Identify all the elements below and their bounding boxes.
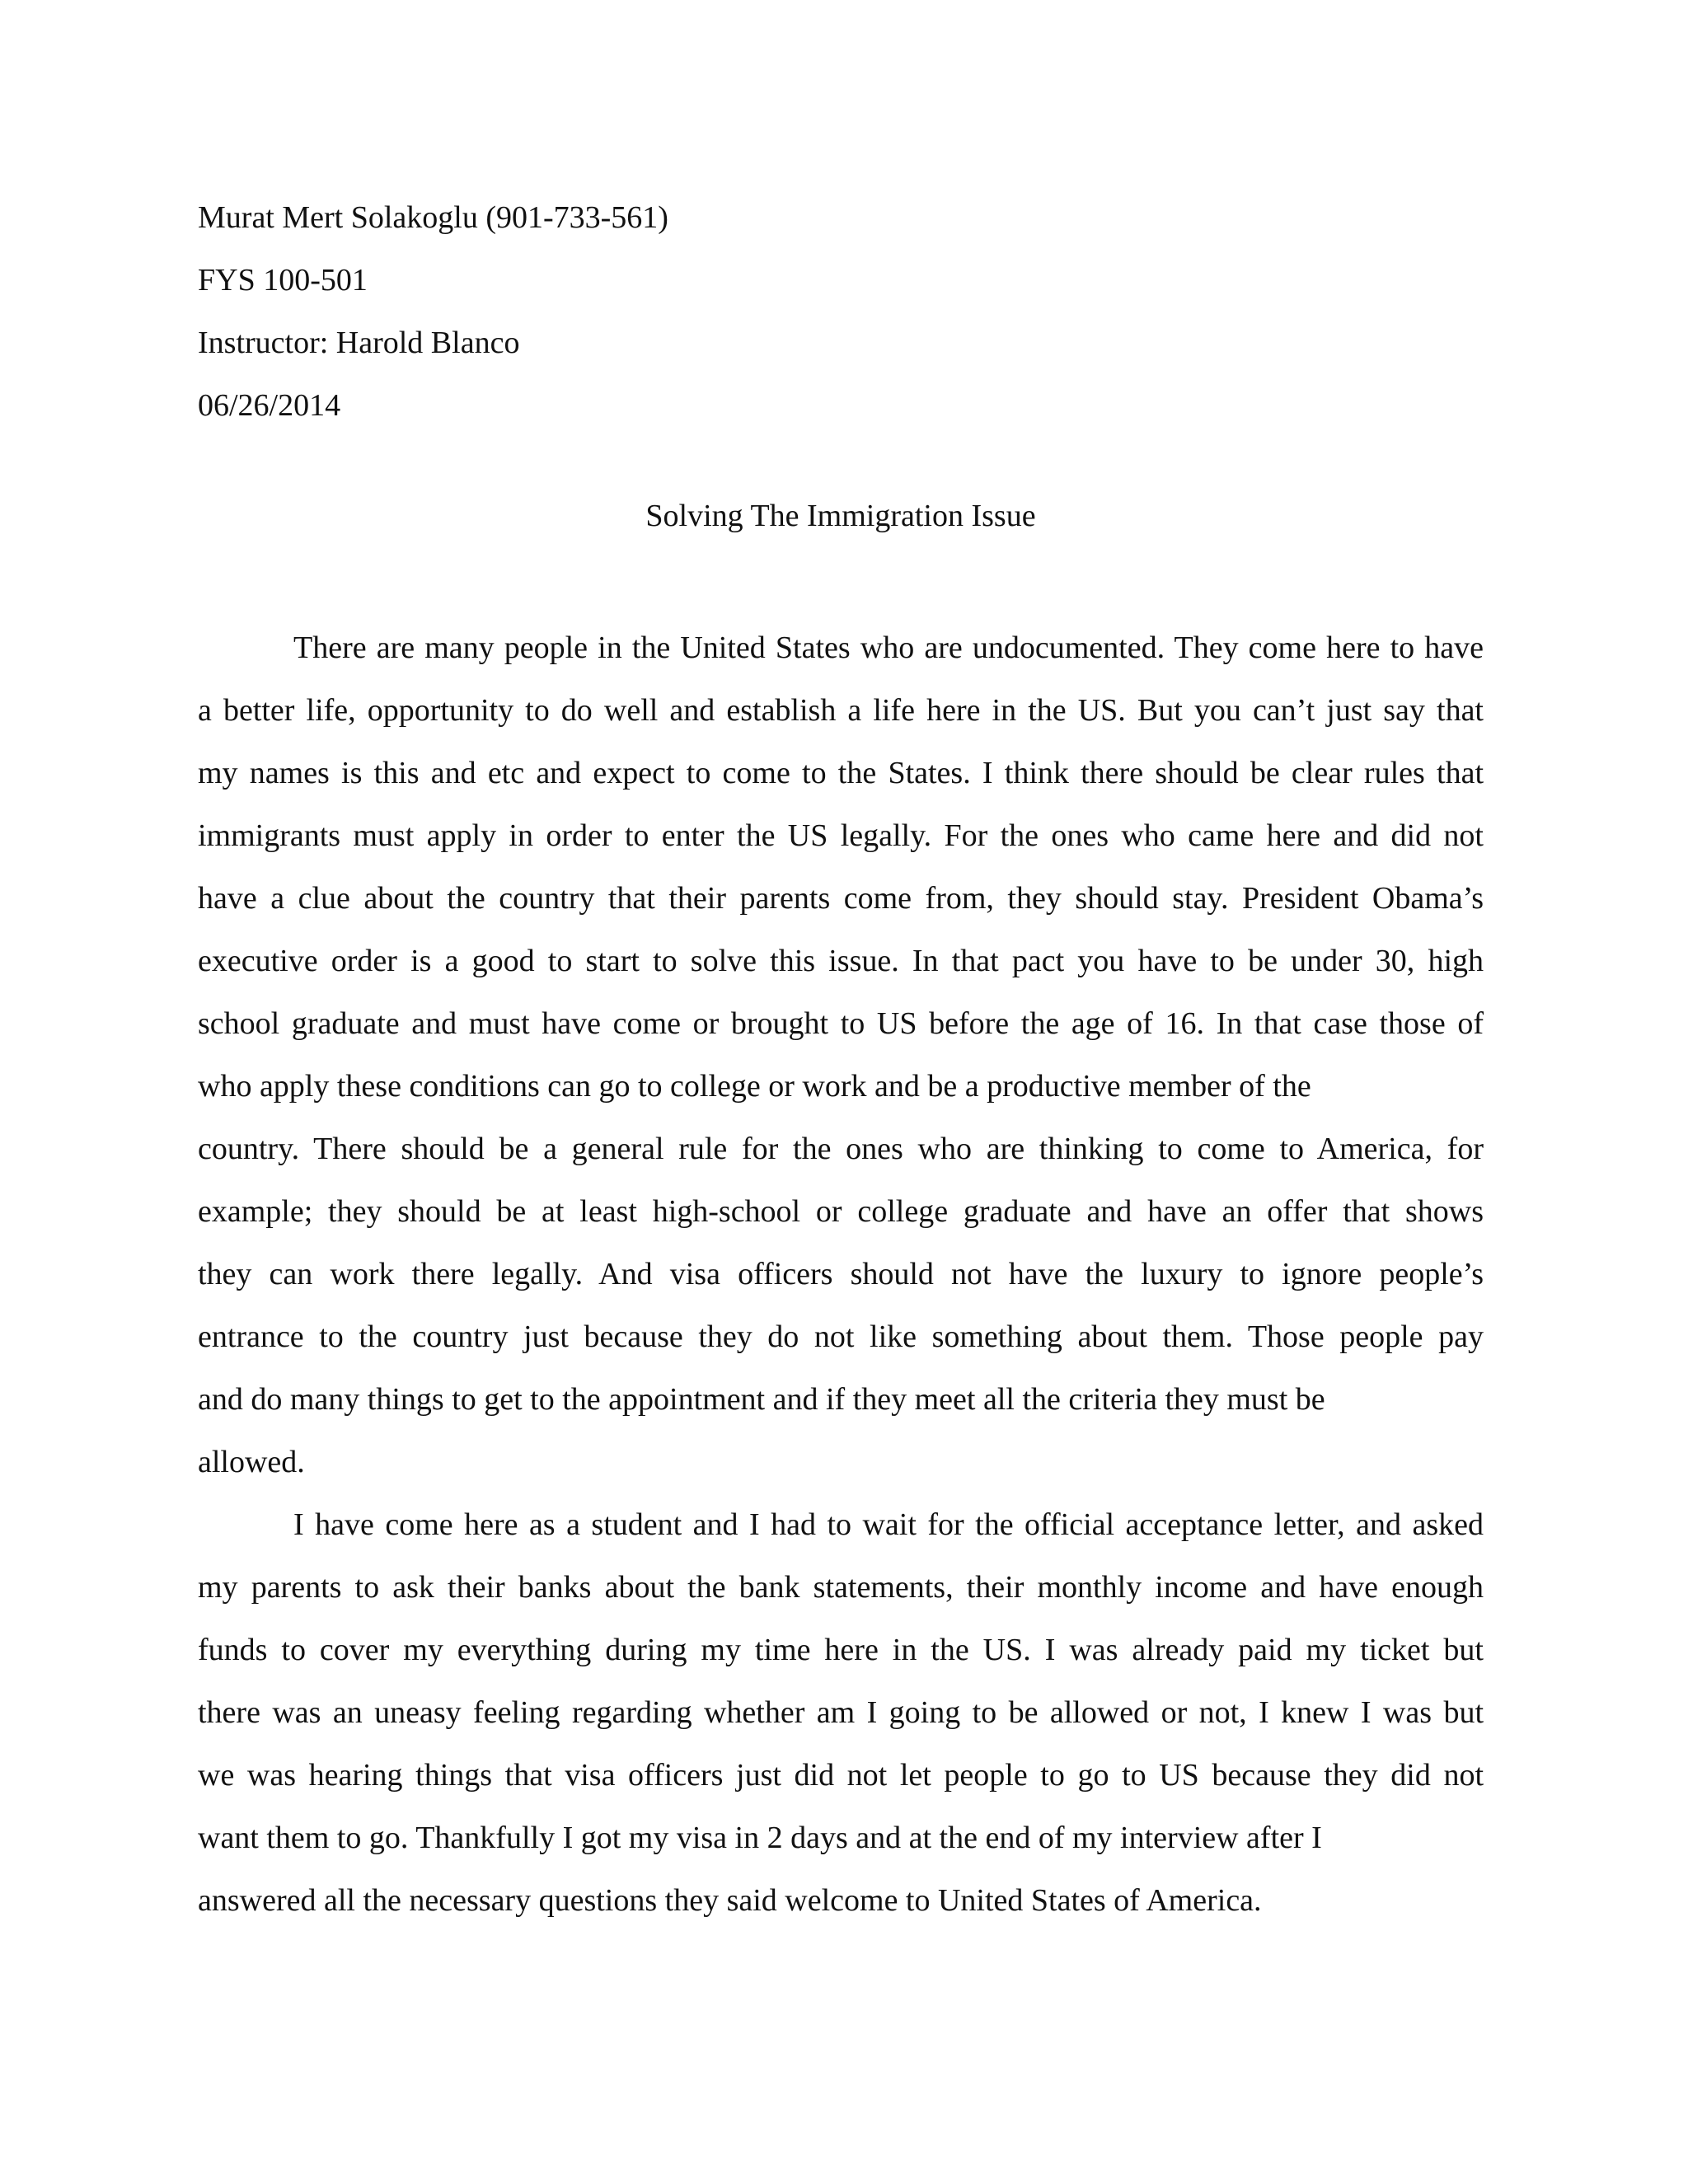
paragraph-line: There are many people in the United States who are undocumented. They come here to have <box>293 630 1484 665</box>
paragraph-line: example; they should be at least high-school or college graduate and have an offer that shows <box>198 1194 1484 1229</box>
document-content <box>198 194 1484 1932</box>
paragraph-line: immigrants must apply in order to enter the US legally. For the ones who came here and did not <box>198 818 1484 853</box>
essay-title: Solving The Immigration Issue <box>645 499 1036 533</box>
paragraph-line: I have come here as a student and I had to wait for the official acceptance letter, and asked <box>293 1507 1484 1542</box>
paragraph-line: we was hearing things that visa officers just did not let people to go to US because they did not <box>198 1758 1484 1793</box>
paragraph-line: my parents to ask their banks about the bank statements, their monthly income and have enough <box>198 1570 1484 1605</box>
paragraph-line: and do many things to get to the appointment and if they meet all the criteria they must be <box>198 1382 1325 1417</box>
paragraph-line: answered all the necessary questions they said welcome to United States of America. <box>198 1883 1262 1918</box>
date-line: 06/26/2014 <box>198 388 341 423</box>
paragraph-line: allowed. <box>198 1445 305 1479</box>
paragraph <box>198 1493 1484 1932</box>
paragraph-line: executive order is a good to start to solve this issue. In that pact you have to be under 30, high <box>198 944 1484 978</box>
author-name-line: Murat Mert Solakoglu (901-733-561) <box>198 200 668 235</box>
paragraph-line: school graduate and must have come or brought to US before the age of 16. In that case those of <box>198 1006 1484 1041</box>
course-line: FYS 100-501 <box>198 263 368 298</box>
paragraph-line: entrance to the country just because they do not like something about them. Those people pay <box>198 1319 1484 1354</box>
paragraph-line: there was an uneasy feeling regarding whether am I going to be allowed or not, I knew I was but <box>198 1695 1484 1730</box>
paragraph <box>198 616 1484 1493</box>
paragraph-line: want them to go. Thankfully I got my visa in 2 days and at the end of my interview after I <box>198 1821 1322 1855</box>
paragraph-line: my names is this and etc and expect to come to the States. I think there should be clear rules that <box>198 756 1484 790</box>
paragraph-line: have a clue about the country that their parents come from, they should stay. President Obama’s <box>198 881 1484 916</box>
header-block <box>198 194 1484 445</box>
instructor-line: Instructor: Harold Blanco <box>198 326 520 360</box>
paragraph-line: funds to cover my everything during my time here in the US. I was already paid my ticket but <box>198 1633 1484 1667</box>
essay-body <box>198 616 1484 1932</box>
paragraph-line: a better life, opportunity to do well and establish a life here in the US. But you can’t just say that <box>198 693 1484 728</box>
paragraph-line: country. There should be a general rule for the ones who are thinking to come to America, for <box>198 1132 1484 1166</box>
paragraph-line: they can work there legally. And visa officers should not have the luxury to ignore people’s <box>198 1257 1484 1291</box>
paragraph-line: who apply these conditions can go to college or work and be a productive member of the <box>198 1069 1311 1104</box>
